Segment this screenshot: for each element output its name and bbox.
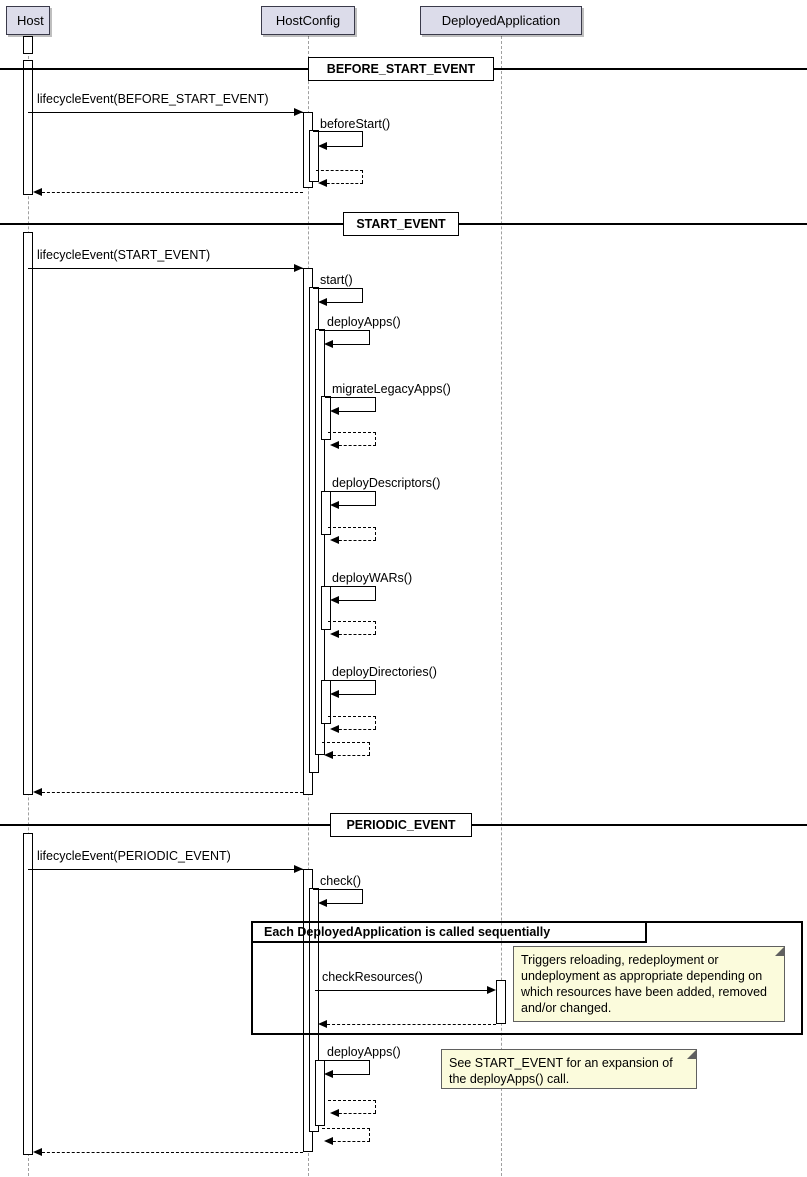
participant-deployedapplication[interactable]: DeployedApplication xyxy=(420,6,582,35)
message-label-deploydirectories: deployDirectories() xyxy=(332,665,437,679)
selfcall-side-migratelegacyapps xyxy=(375,397,376,411)
arrowhead-selfcall-deployapps xyxy=(324,340,333,348)
selfcall-bottom-before-start xyxy=(322,146,363,147)
selfcall-bottom-deployapps xyxy=(328,344,370,345)
selfcall-side-start xyxy=(362,288,363,302)
selfreturn-side-deploydirectories xyxy=(375,716,376,729)
selfcall-top-deployapps xyxy=(319,330,370,331)
participant-hostconfig[interactable]: HostConfig xyxy=(261,6,355,35)
arrowhead-selfcall-deploywars xyxy=(330,596,339,604)
arrowhead-selfreturn2-before-start xyxy=(318,179,327,187)
selfcall-bottom-deploydirectories xyxy=(334,694,376,695)
return-arrow-periodic xyxy=(37,1152,303,1153)
selfcall-side-check xyxy=(362,889,363,903)
return-arrow-start xyxy=(37,792,303,793)
selfcall-side-deployapps xyxy=(369,330,370,344)
arrowhead-return-before-start xyxy=(33,188,42,196)
selfreturn-side-deployapps-periodic xyxy=(375,1100,376,1113)
selfcall-top-deploywars xyxy=(325,586,376,587)
message-label-checkresources: checkResources() xyxy=(322,970,423,984)
message-label-before-start: beforeStart() xyxy=(320,117,391,131)
selfcall-side-deploydirectories xyxy=(375,680,376,694)
selfcall-bottom-migratelegacyapps xyxy=(334,411,376,412)
selfreturn-bottom-migratelegacyapps xyxy=(334,445,376,446)
activation-host-before-start xyxy=(23,60,33,195)
arrowhead-selfreturn-deploydescriptors xyxy=(330,536,339,544)
arrowhead-selfcall-migratelegacyapps xyxy=(330,407,339,415)
message-label-migratelegacyapps: migrateLegacyApps() xyxy=(332,382,451,396)
selfreturn-side-deploywars xyxy=(375,621,376,634)
selfcall-bottom-deploydescriptors xyxy=(334,505,376,506)
message-arrow-checkresources xyxy=(315,990,491,991)
arrowhead-selfreturn-migratelegacyapps xyxy=(330,441,339,449)
selfcall-top-migratelegacyapps xyxy=(325,397,376,398)
selfcall-top-start xyxy=(313,288,363,289)
arrowhead-return-checkresources xyxy=(318,1020,327,1028)
selfreturn-top-migratelegacyapps xyxy=(328,432,376,433)
arrowhead-return-periodic xyxy=(33,1148,42,1156)
activation-deploydirectories xyxy=(321,680,331,724)
selfcall-side-deploywars xyxy=(375,586,376,600)
activation-deployedapplication-checkresources xyxy=(496,980,506,1024)
message-label-lifecycle-periodic: lifecycleEvent(PERIODIC_EVENT) xyxy=(37,849,231,863)
selfreturn-side-migratelegacyapps xyxy=(375,432,376,445)
arrowhead-selfcall-deploydirectories xyxy=(330,690,339,698)
selfcall-top-check xyxy=(313,889,363,890)
separator-label-periodic: PERIODIC_EVENT xyxy=(330,813,472,837)
message-label-start: start() xyxy=(320,273,353,287)
arrowhead-checkresources xyxy=(487,986,496,994)
selfreturn-top-deploywars xyxy=(328,621,376,622)
selfreturn-top-check xyxy=(322,1128,370,1129)
activation-host-top xyxy=(23,36,33,54)
separator-label-before-start: BEFORE_START_EVENT xyxy=(308,57,494,81)
selfreturn-top-before-start xyxy=(316,170,363,171)
activation-deploydescriptors xyxy=(321,491,331,535)
selfcall-bottom-check xyxy=(322,903,363,904)
arrowhead-selfreturn-before-start xyxy=(318,142,327,150)
selfreturn-side-check xyxy=(369,1128,370,1141)
activation-host-periodic xyxy=(23,833,33,1155)
selfreturn-bottom-deploywars xyxy=(334,634,376,635)
selfcall-top-deployapps-periodic xyxy=(319,1060,370,1061)
message-label-deployapps-periodic: deployApps() xyxy=(327,1045,401,1059)
selfcall-top-before-start xyxy=(313,131,363,132)
selfcall-side-deploydescriptors xyxy=(375,491,376,505)
selfreturn-side-deploydescriptors xyxy=(375,527,376,540)
message-label-check: check() xyxy=(320,874,361,888)
selfreturn-top-deployapps-periodic xyxy=(328,1100,376,1101)
arrowhead-lifecycle-start xyxy=(294,264,303,272)
selfcall-bottom-deploywars xyxy=(334,600,376,601)
selfreturn-bottom-before-start xyxy=(322,183,363,184)
arrowhead-selfcall-check xyxy=(318,899,327,907)
separator-label-start: START_EVENT xyxy=(343,212,459,236)
selfcall-top-deploydescriptors xyxy=(325,491,376,492)
note-checkresources: Triggers reloading, redeployment or undeployment as appropriate depending on which resources have been added, removed and/or changed. xyxy=(513,946,785,1022)
arrowhead-selfreturn-deploywars xyxy=(330,630,339,638)
arrowhead-selfreturn-deployapps xyxy=(324,751,333,759)
message-label-deployapps-start: deployApps() xyxy=(327,315,401,329)
arrowhead-return-start xyxy=(33,788,42,796)
activation-deploywars xyxy=(321,586,331,630)
arrowhead-selfreturn-check xyxy=(324,1137,333,1145)
activation-host-start xyxy=(23,232,33,795)
selfcall-bottom-deployapps-periodic xyxy=(328,1074,370,1075)
selfreturn-bottom-deployapps-periodic xyxy=(334,1113,376,1114)
loop-frame-label: Each DeployedApplication is called sequentially xyxy=(264,925,551,939)
selfreturn-top-deploydescriptors xyxy=(328,527,376,528)
message-label-lifecycle-before-start: lifecycleEvent(BEFORE_START_EVENT) xyxy=(37,92,269,106)
message-label-deploywars: deployWARs() xyxy=(332,571,413,585)
selfcall-side-before-start xyxy=(362,131,363,146)
selfreturn-side-deployapps xyxy=(369,742,370,755)
selfreturn-side-before-start xyxy=(362,170,363,183)
arrowhead-selfcall-deploydescriptors xyxy=(330,501,339,509)
message-arrow-lifecycle-periodic xyxy=(28,869,303,870)
note-deployapps: See START_EVENT for an expansion of the deployApps() call. xyxy=(441,1049,697,1089)
arrowhead-selfcall-start xyxy=(318,298,327,306)
message-arrow-lifecycle-before-start xyxy=(28,112,303,113)
selfcall-side-deployapps-periodic xyxy=(369,1060,370,1074)
activation-hostconfig-before-start-self xyxy=(309,130,319,182)
return-arrow-before-start xyxy=(37,192,303,193)
arrowhead-selfreturn-deployapps-periodic xyxy=(330,1109,339,1117)
return-arrow-checkresources xyxy=(322,1024,496,1025)
arrowhead-lifecycle-periodic xyxy=(294,865,303,873)
participant-host[interactable]: Host xyxy=(6,6,50,35)
selfreturn-top-deployapps xyxy=(322,742,370,743)
selfreturn-bottom-deploydescriptors xyxy=(334,540,376,541)
arrowhead-selfreturn-deploydirectories xyxy=(330,725,339,733)
selfreturn-bottom-check xyxy=(328,1141,370,1142)
arrowhead-lifecycle-before-start xyxy=(294,108,303,116)
selfreturn-top-deploydirectories xyxy=(328,716,376,717)
activation-migratelegacyapps xyxy=(321,396,331,440)
selfreturn-bottom-deploydirectories xyxy=(334,729,376,730)
message-label-deploydescriptors: deployDescriptors() xyxy=(332,476,441,490)
message-arrow-lifecycle-start xyxy=(28,268,303,269)
selfreturn-bottom-deployapps xyxy=(328,755,370,756)
message-label-lifecycle-start: lifecycleEvent(START_EVENT) xyxy=(37,248,211,262)
selfcall-top-deploydirectories xyxy=(325,680,376,681)
arrowhead-selfcall-deployapps-periodic xyxy=(324,1070,333,1078)
selfcall-bottom-start xyxy=(322,302,363,303)
